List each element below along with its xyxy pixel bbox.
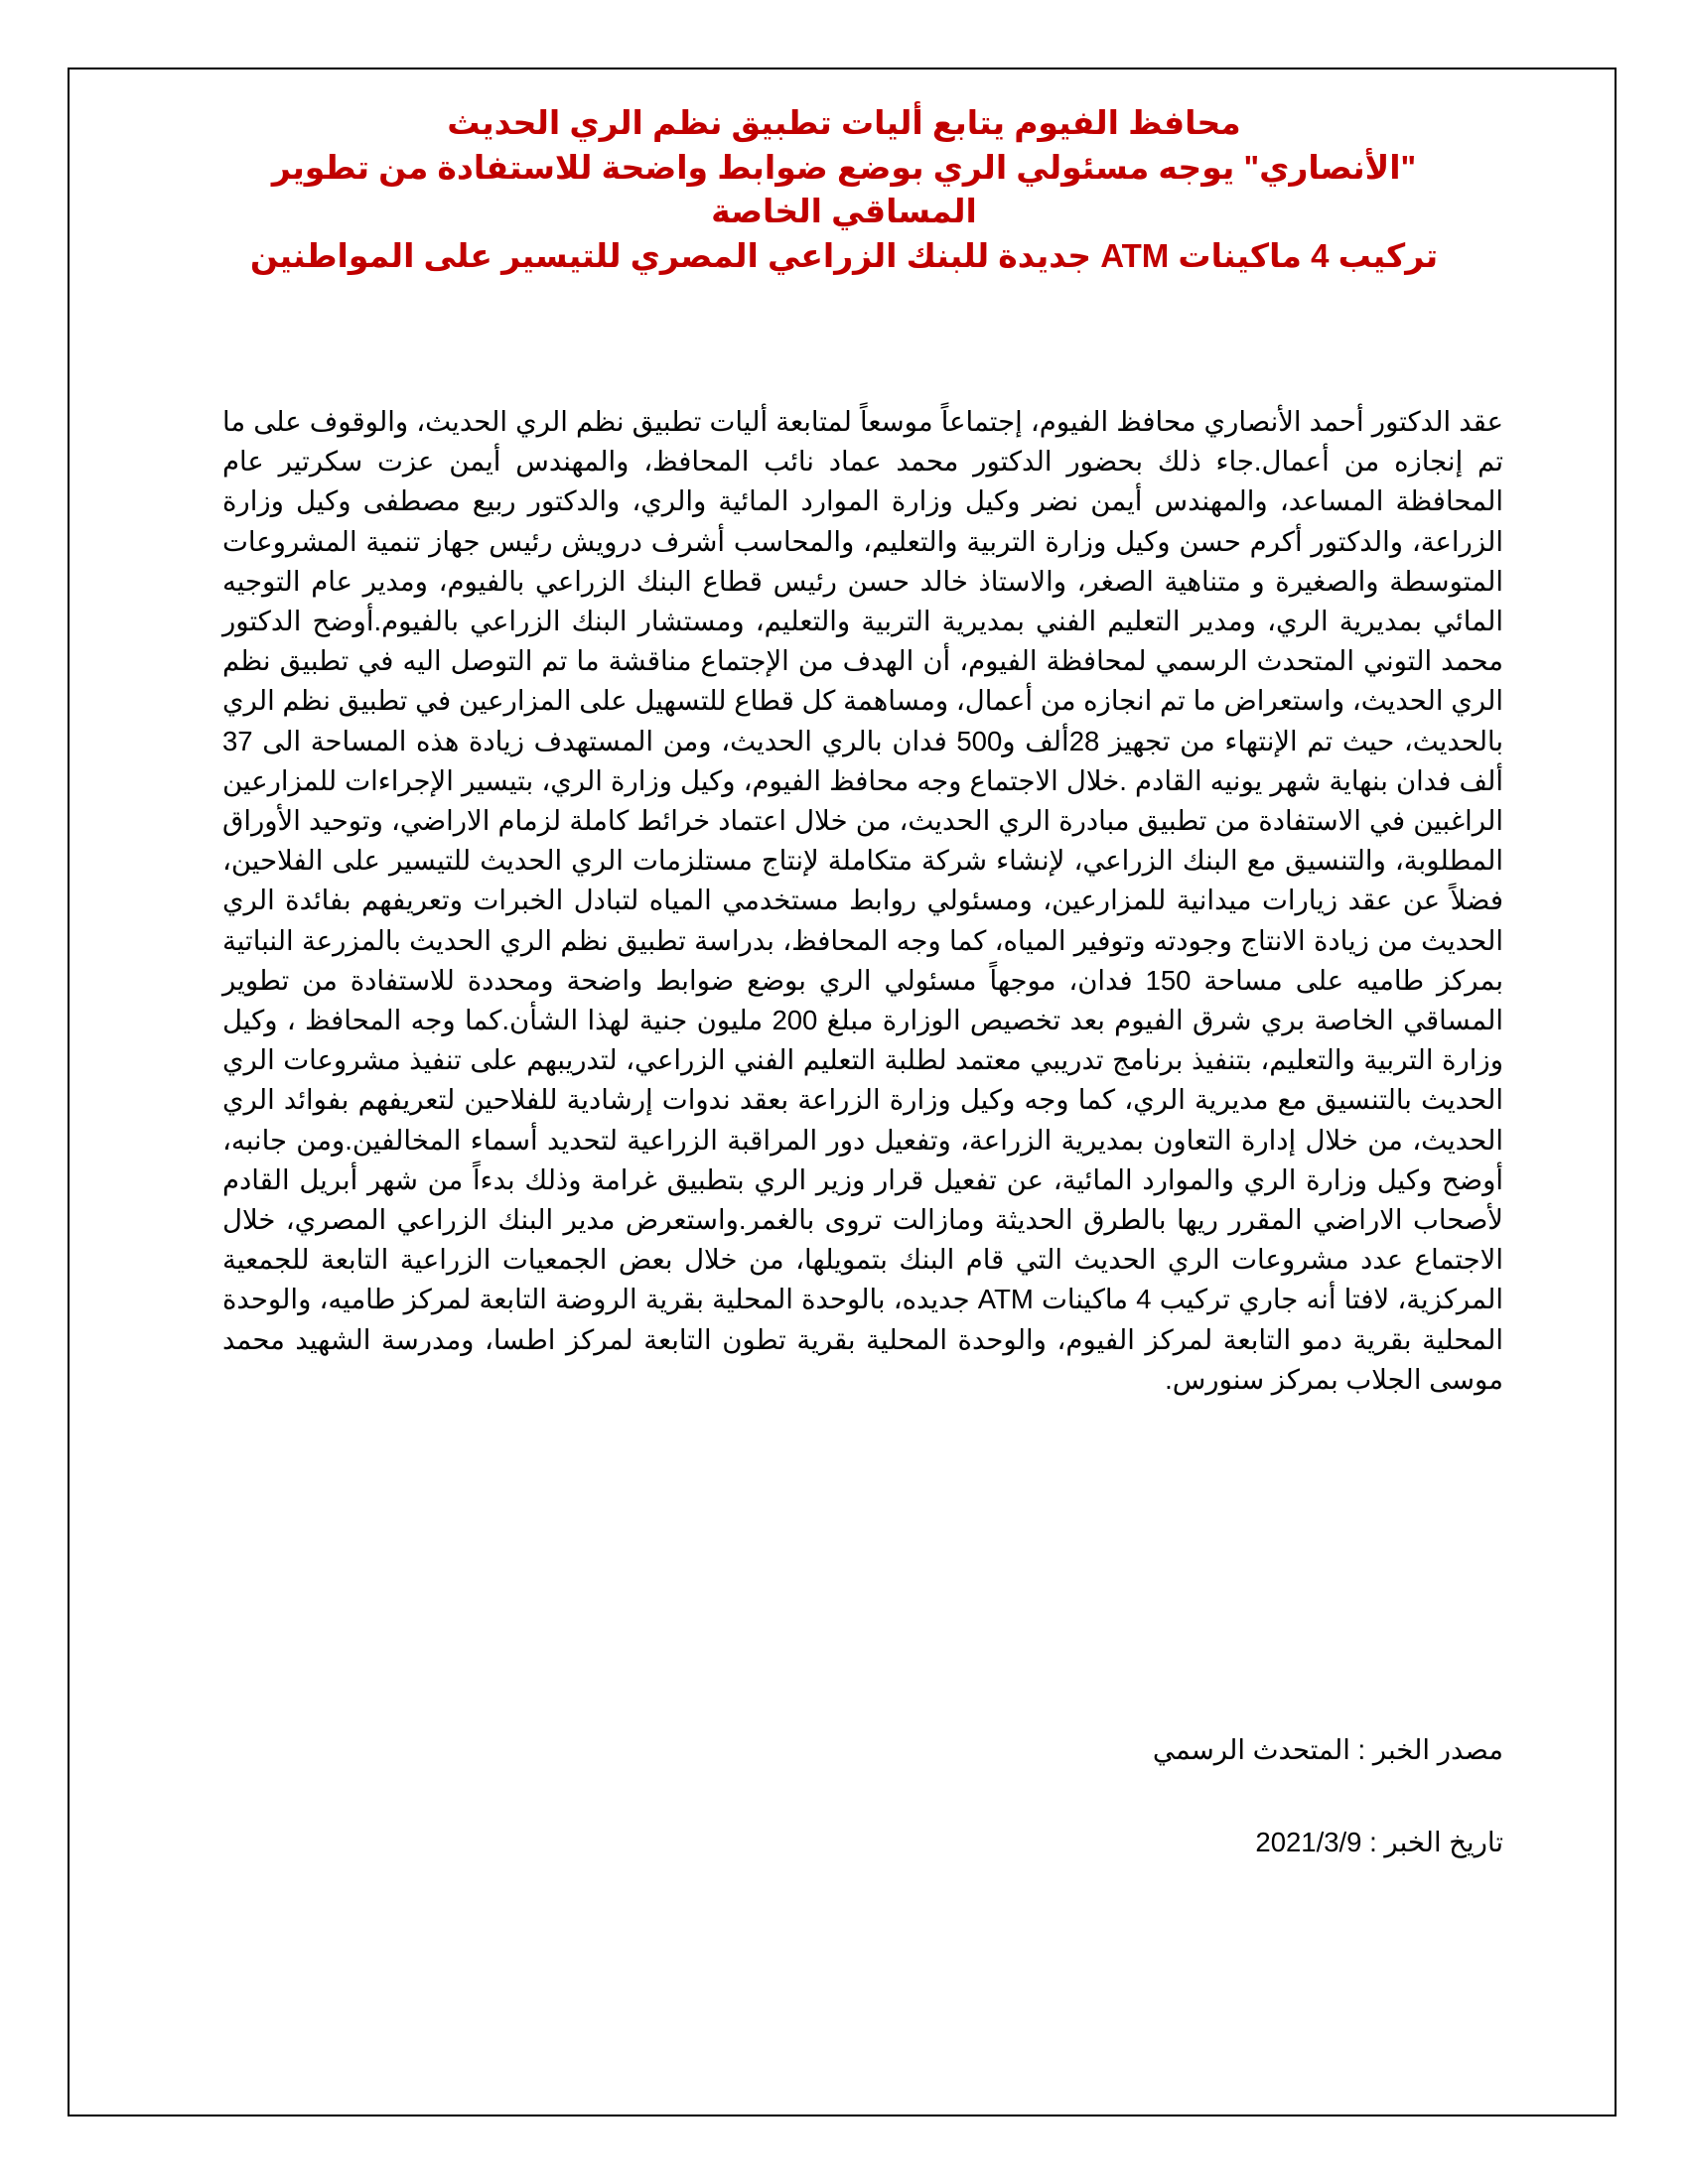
headline-line-1: محافظ الفيوم يتابع أليات تطبيق نظم الري الحديث [447, 104, 1241, 141]
headline-line-2: "الأنصاري" يوجه مسئولي الري بوضع ضوابط واضحة للاستفادة من تطوير المساقي الخاصة [271, 148, 1417, 230]
news-date: تاريخ الخبر : 2021/3/9 [1255, 1827, 1503, 1857]
headline-line-3: تركيب 4 ماكينات ATM جديدة للبنك الزراعي المصري للتيسير على المواطنين [249, 236, 1439, 274]
news-source: مصدر الخبر : المتحدث الرسمي [1152, 1734, 1503, 1765]
headline-block [199, 101, 1489, 278]
article-body: عقد الدكتور أحمد الأنصاري محافظ الفيوم، إجتماعاً موسعاً لمتابعة أليات تطبيق نظم الري الحديث، والوقوف على ما تم إنجازه من أعمال.جاء ذلك بحضور الدكتور محمد عماد نائب المحافظ، والمهندس أيمن عزت سكرتير عام المحافظة المساعد، والمهندس أيمن نضر وكيل وزارة الموارد المائية والري، والدكتور ربيع مصطفى وكيل وزارة الزراعة، والدكتور أكرم حسن وكيل وزارة التربية والتعليم، والمحاسب أشرف درويش رئيس جهاز تنمية المشروعات المتوسطة والصغيرة و متناهية الصغر، والاستاذ خالد حسن رئيس قطاع البنك الزراعي بالفيوم، ومدير عام التوجيه المائي بمديرية الري، ومدير التعليم الفني بمديرية التربية والتعليم، ومستشار البنك الزراعي بالفيوم.أوضح الدكتور محمد التوني المتحدث الرسمي لمحافظة الفيوم، أن الهدف من الإجتماع مناقشة ما تم التوصل اليه في تطبيق نظم الري الحديث، واستعراض ما تم انجازه من أعمال، ومساهمة كل قطاع للتسهيل على المزارعين في تطبيق نظم الري بالحديث، حيث تم الإنتهاء من تجهيز 28ألف و500 فدان بالري الحديث، ومن المستهدف زيادة هذه المساحة الى 37 ألف فدان بنهاية شهر يونيه القادم .خلال الاجتماع وجه محافظ الفيوم، وكيل وزارة الري، بتيسير الإجراءات للمزارعين الراغبين في الاستفادة من تطبيق مبادرة الري الحديث، من خلال اعتماد خرائط كاملة لزمام الاراضي، وتوحيد الأوراق المطلوبة، والتنسيق مع البنك الزراعي، لإنشاء شركة متكاملة لإنتاج مستلزمات الري الحديث للتيسير على الفلاحين، فضلاً عن عقد زيارات ميدانية للمزارعين، ومسئولي روابط مستخدمي المياه لتبادل الخبرات وتعريفهم بفائدة الري الحديث من زيادة الانتاج وجودته وتوفير المياه، كما وجه المحافظ، بدراسة تطبيق نظم الري الحديث بالمزرعة النباتية بمركز طاميه على مساحة 150 فدان، موجهاً مسئولي الري بوضع ضوابط واضحة ومحددة للاستفادة من تطوير المساقي الخاصة بري شرق الفيوم بعد تخصيص الوزارة مبلغ 200 مليون جنية لهذا الشأن.كما وجه المحافظ ، وكيل وزارة التربية والتعليم، بتنفيذ برنامج تدريبي معتمد لطلبة التعليم الفني الزراعي، لتدريبهم على تنفيذ مشروعات الري الحديث بالتنسيق مع مديرية الري، كما وجه وكيل وزارة الزراعة بعقد ندوات إرشادية للفلاحين لتعريفهم بفوائد الري الحديث، من خلال إدارة التعاون بمديرية الزراعة، وتفعيل دور المراقبة الزراعية لتحديد أسماء المخالفين.ومن جانبه، أوضح وكيل وزارة الري والموارد المائية، عن تفعيل قرار وزير الري بتطبيق غرامة وذلك بدءاً من شهر أبريل القادم لأصحاب الاراضي المقرر ريها بالطرق الحديثة ومازالت تروى بالغمر.واستعرض مدير البنك الزراعي المصري، خلال الاجتماع عدد مشروعات الري الحديث التي قام البنك بتمويلها، من خلال بعض الجمعيات الزراعية التابعة للجمعية المركزية، لافتا أنه جاري تركيب 4 ماكينات ATM جديده، بالوحدة المحلية بقرية الروضة التابعة لمركز طاميه، والوحدة المحلية بقرية دمو التابعة لمركز الفيوم، والوحدة المحلية بقرية تطون التابعة لمركز اطسا، ومدرسة الشهيد محمد موسى الجلاب بمركز سنورس. [222, 406, 1504, 1395]
